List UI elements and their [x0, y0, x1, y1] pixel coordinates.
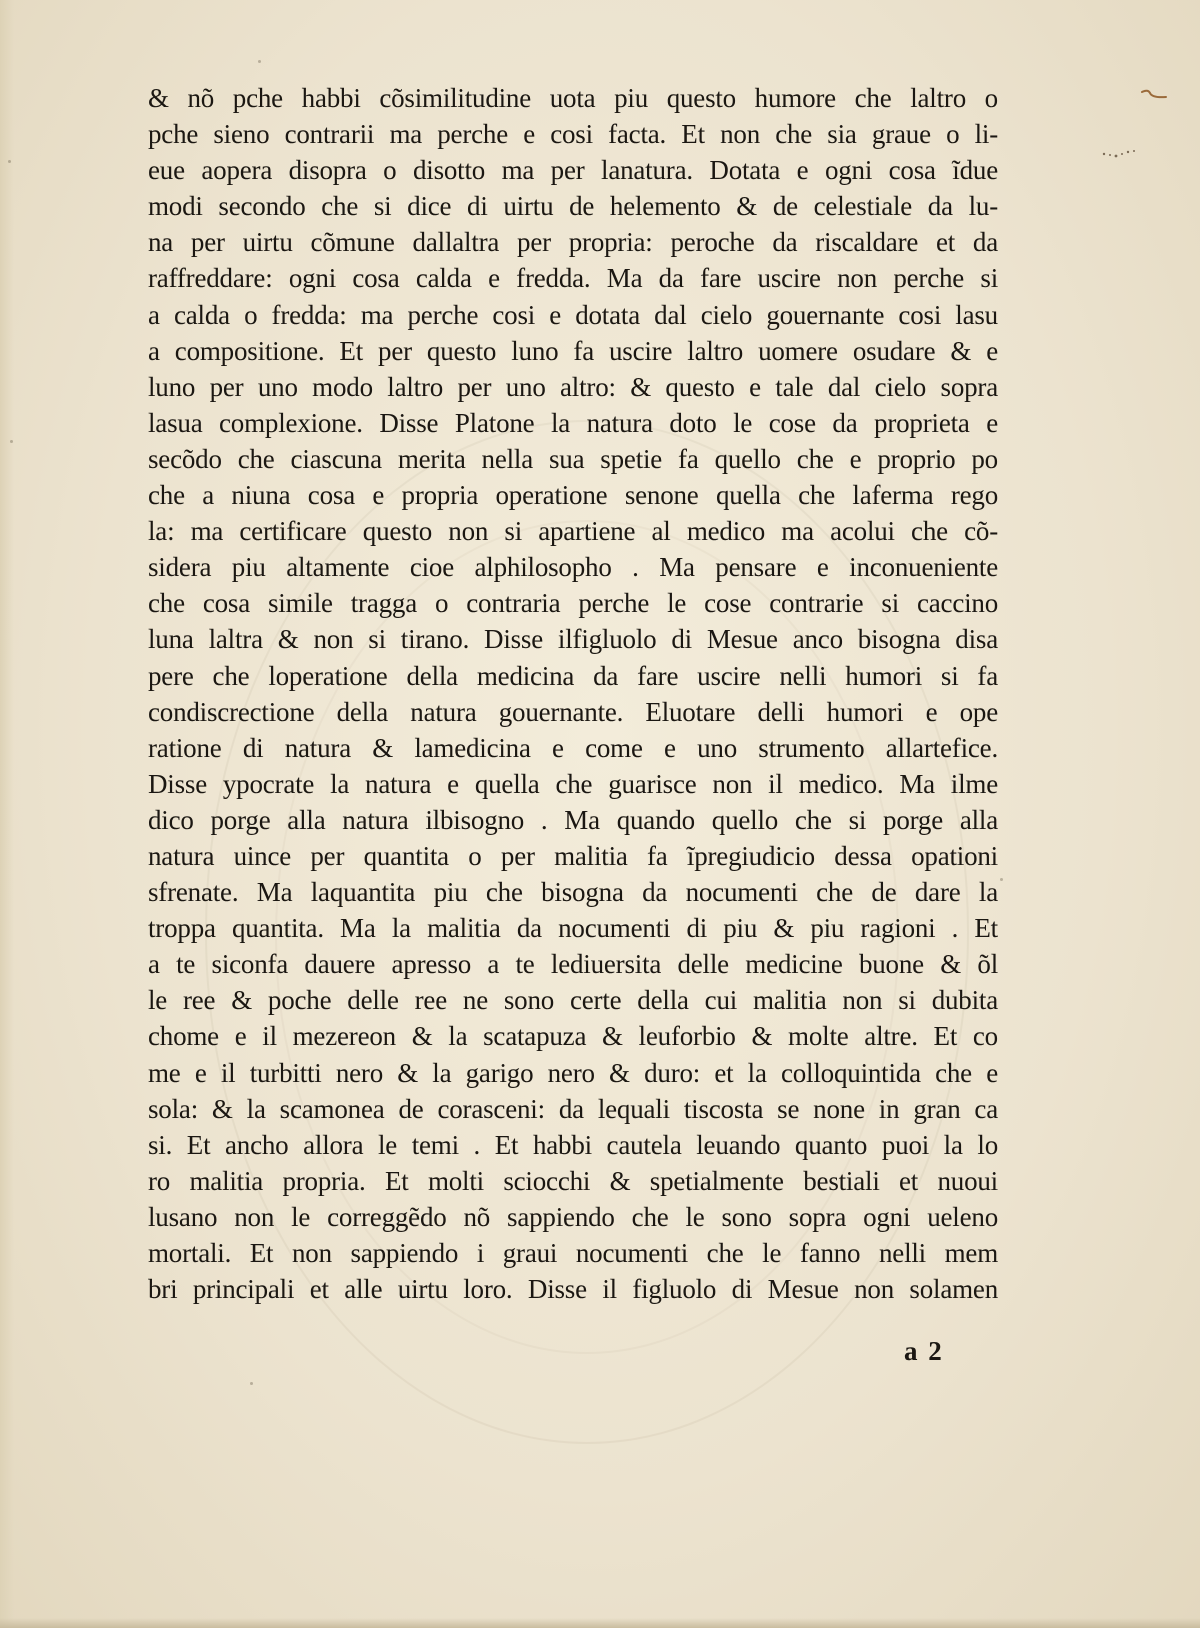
paper-speck: [1000, 878, 1003, 881]
text-line: chome e il mezereon & la scatapuza & leuforbio & molte altre. Et co: [148, 1021, 998, 1052]
text-line: mortali. Et non sappiendo i graui nocumenti che le fanno nelli mem: [148, 1238, 998, 1268]
text-line: ro malitia propria. Et molti sciocchi & spetialmente bestiali et nuoui: [148, 1165, 998, 1196]
body-text: [148, 80, 998, 1307]
text-line: troppa quantita. Ma la malitia da nocumenti di piu & piu ragioni . Et: [148, 913, 998, 944]
text-line: le ree & poche delle ree ne sono certe della cui malitia non si dubita: [148, 985, 998, 1016]
text-line: la: ma certificare questo non si apartiene al medico ma acolui che cõ-: [148, 516, 998, 547]
text-line: raffreddare: ogni cosa calda e fredda. Ma da fare uscire non perche si: [148, 263, 998, 294]
paper-speck: [10, 440, 13, 443]
text-line: che a niuna cosa e propria operatione senone quella che laferma rego: [148, 480, 998, 511]
text-line: pere che loperatione della medicina da fare uscire nelli humori si fa: [148, 660, 998, 691]
text-line: Disse ypocrate la natura e quella che guarisce non il medico. Ma ilme: [148, 768, 998, 799]
text-line: luna laltra & non si tirano. Disse ilfigluolo di Mesue anco bisogna disa: [148, 624, 998, 655]
text-line: & nõ pche habbi cõsimilitudine uota piu questo humore che laltro o: [148, 83, 998, 113]
margin-ink-smudge: [1098, 146, 1140, 162]
text-line: ratione di natura & lamedicina e come e uno strumento allartefice.: [148, 732, 998, 763]
text-line: sidera piu altamente cioe alphilosopho . Ma pensare e inconueniente: [148, 552, 998, 583]
text-line: a compositione. Et per questo luno fa uscire laltro uomere osudare & e: [148, 335, 998, 366]
text-line: lusano non le correggẽdo nõ sappiendo che le sono sopra ogni ueleno: [148, 1201, 998, 1232]
paper-speck: [250, 1382, 253, 1385]
paper-speck: [258, 60, 261, 63]
text-line: dico porge alla natura ilbisogno . Ma quando quello che si porge alla: [148, 804, 998, 835]
paper-speck: [8, 160, 11, 163]
text-line: eue aopera disopra o disotto ma per lanatura. Dotata e ogni cosa ĩdue: [148, 155, 998, 186]
text-line: si. Et ancho allora le temi . Et habbi cautela leuando quanto puoi la lo: [148, 1129, 998, 1160]
text-line: a calda o fredda: ma perche cosi e dotata dal cielo gouernante cosi lasu: [148, 299, 998, 330]
page-bottom-edge: [0, 1618, 1200, 1628]
text-line: luno per uno modo laltro per uno altro: & questo e tale dal cielo sopra: [148, 371, 998, 402]
margin-pen-mark: [1140, 88, 1168, 102]
text-line: che cosa simile tragga o contraria perche le cose contrarie si caccino: [148, 588, 998, 619]
text-line: pche sieno contrarii ma perche e cosi facta. Et non che sia graue o li-: [148, 119, 998, 150]
text-line: a te siconfa dauere apresso a te lediuersita delle medicine buone & õl: [148, 949, 998, 980]
text-line: lasua complexione. Disse Platone la natura doto le cose da proprieta e: [148, 407, 998, 438]
page-left-edge-shadow: [0, 0, 14, 1628]
text-line: me e il turbitti nero & la garigo nero & duro: et la colloquintida che e: [148, 1057, 998, 1088]
text-line: natura uince per quantita o per malitia fa ĩpregiudicio dessa opationi: [148, 840, 998, 871]
text-line: sfrenate. Ma laquantita piu che bisogna da nocumenti che de dare la: [148, 877, 998, 908]
text-line: condiscrectione della natura gouernante. Eluotare delli humori e ope: [148, 696, 998, 727]
text-line: secõdo che ciascuna merita nella sua spetie fa quello che e proprio po: [148, 443, 998, 474]
text-line: sola: & la scamonea de corasceni: da lequali tiscosta se none in gran ca: [148, 1093, 998, 1124]
text-line: na per uirtu cõmune dallaltra per propria: peroche da riscaldare et da: [148, 227, 998, 258]
text-line: bri principali et alle uirtu loro. Disse il figluolo di Mesue non solamen: [148, 1274, 998, 1305]
signature-mark: a 2: [904, 1336, 944, 1366]
text-line: modi secondo che si dice di uirtu de helemento & de celestiale da lu-: [148, 191, 998, 222]
